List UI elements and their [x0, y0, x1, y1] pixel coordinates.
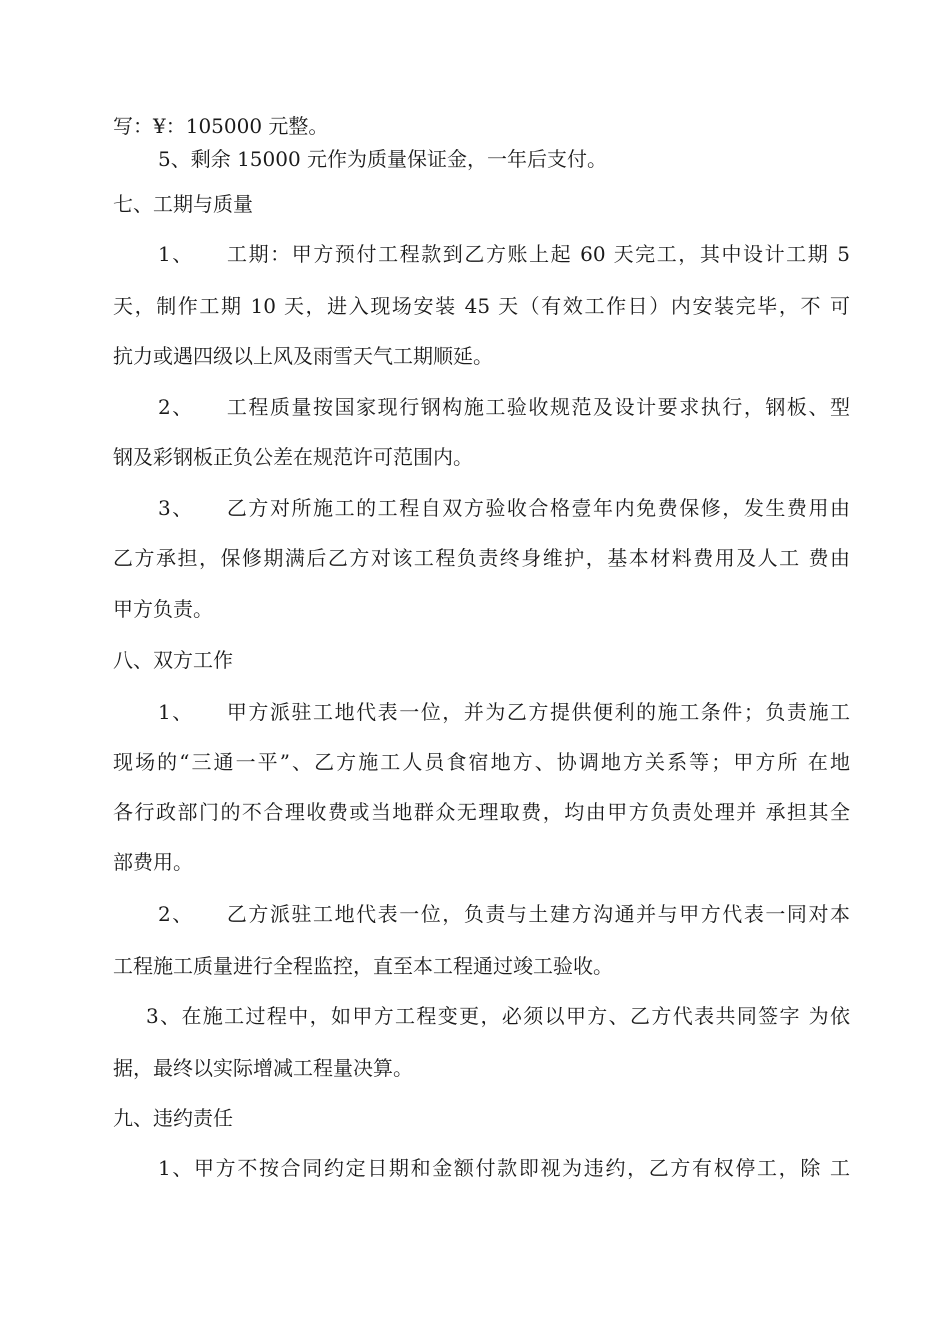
text-line: 各行政部门的不合理收费或当地群众无理取费，均由甲方负责处理并 承担其全	[113, 800, 850, 824]
text-line: 现场的“三通一平”、乙方施工人员食宿地方、协调地方关系等；甲方所 在地	[113, 750, 850, 774]
text-line: 1、 甲方派驻工地代表一位，并为乙方提供便利的施工条件；负责施工	[158, 700, 850, 724]
text-line: 部费用。	[113, 850, 193, 874]
text-line: 2、 工程质量按国家现行钢构施工验收规范及设计要求执行，钢板、型	[158, 395, 850, 419]
section-heading: 九、违约责任	[113, 1106, 233, 1130]
text-line: 乙方承担，保修期满后乙方对该工程负责终身维护，基本材料费用及人工 费由	[113, 546, 850, 570]
text-line: 3、 乙方对所施工的工程自双方验收合格壹年内免费保修，发生费用由	[158, 496, 850, 520]
text-line: 天，制作工期 10 天，进入现场安装 45 天（有效工作日）内安装完毕，不 可	[113, 294, 850, 318]
text-line: 甲方负责。	[113, 597, 213, 621]
text-line: 1、 工期：甲方预付工程款到乙方账上起 60 天完工，其中设计工期 5	[158, 242, 850, 266]
text-line: 据，最终以实际增减工程量决算。	[113, 1056, 413, 1080]
text-line: 钢及彩钢板正负公差在规范许可范围内。	[113, 445, 473, 469]
text-line: 5、剩余 15000 元作为质量保证金，一年后支付。	[158, 147, 608, 171]
text-line: 工程施工质量进行全程监控，直至本工程通过竣工验收。	[113, 954, 613, 978]
section-heading: 八、双方工作	[113, 648, 233, 672]
text-line: 3、在施工过程中，如甲方工程变更，必须以甲方、乙方代表共同签字 为依	[146, 1004, 850, 1028]
text-line: 1、甲方不按合同约定日期和金额付款即视为违约，乙方有权停工，除 工	[158, 1156, 850, 1180]
text-line: 抗力或遇四级以上风及雨雪天气工期顺延。	[113, 344, 493, 368]
text-line: 2、 乙方派驻工地代表一位，负责与土建方沟通并与甲方代表一同对本	[158, 902, 850, 926]
text-line: 写：¥：105000 元整。	[113, 114, 329, 138]
section-heading: 七、工期与质量	[113, 192, 253, 216]
